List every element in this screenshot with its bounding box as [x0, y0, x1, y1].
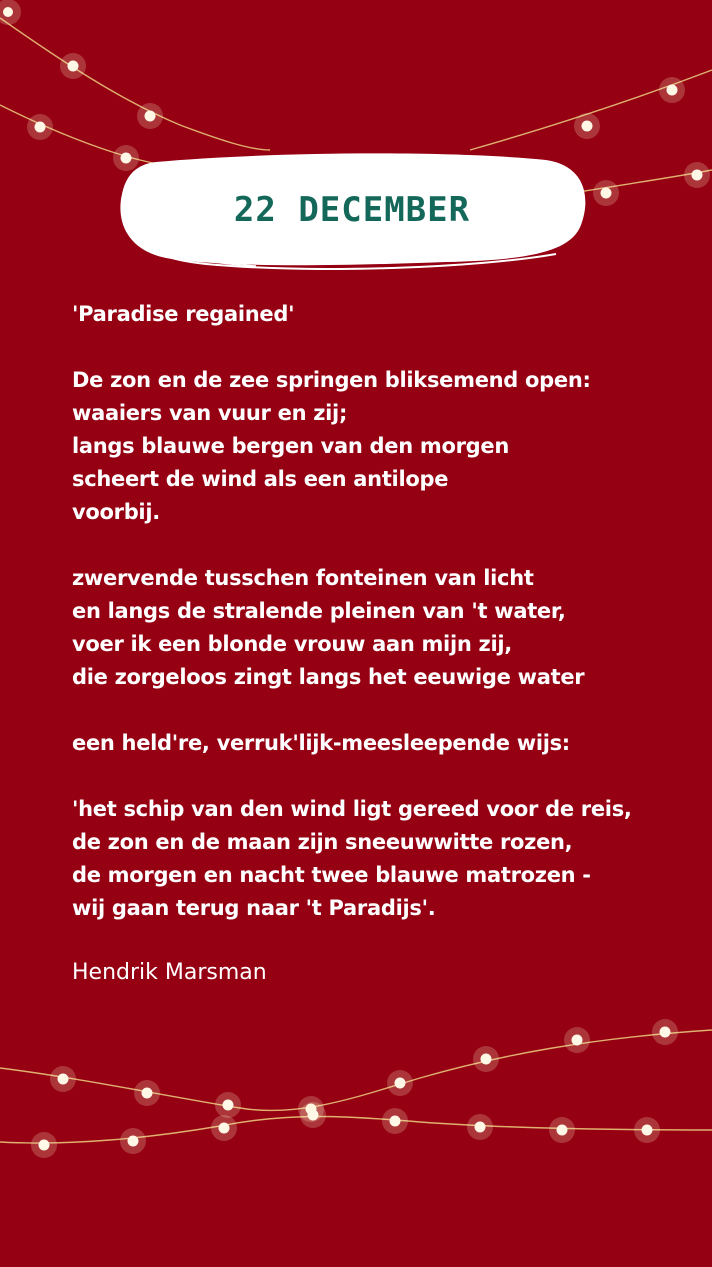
light-bulbs-bottom: [31, 1019, 678, 1158]
poem-line: voer ik een blonde vrouw aan mijn zij,: [72, 632, 512, 656]
poem-line: 'het schip van den wind ligt gereed voor de reis,: [72, 797, 632, 821]
poem-line: een held're, verruk'lijk-meesleepende wijs:: [72, 731, 570, 755]
poem-line: De zon en de zee springen bliksemend open:: [72, 368, 591, 392]
poem-author: Hendrik Marsman: [72, 960, 267, 985]
poem-line: de zon en de maan zijn sneeuwwitte rozen,: [72, 830, 573, 854]
poem-line: waaiers van vuur en zij;: [72, 401, 348, 425]
poem-line: zwervende tusschen fonteinen van licht: [72, 566, 534, 590]
poem-line: scheert de wind als een antilope: [72, 467, 449, 491]
poem: [72, 298, 692, 925]
poem-heading: 'Paradise regained': [72, 302, 295, 326]
poem-line: wij gaan terug naar 't Paradijs'.: [72, 896, 436, 920]
poem-line: langs blauwe bergen van den morgen: [72, 434, 509, 458]
page-title: 22 DECEMBER: [233, 190, 471, 230]
poem-line: en langs de stralende pleinen van 't water,: [72, 599, 566, 623]
poem-line: voorbij.: [72, 500, 160, 524]
string-lights-bottom: [0, 1000, 712, 1180]
poem-line: die zorgeloos zingt langs het eeuwige water: [72, 665, 585, 689]
title-badge: [116, 150, 588, 270]
poem-line: de morgen en nacht twee blauwe matrozen -: [72, 863, 591, 887]
